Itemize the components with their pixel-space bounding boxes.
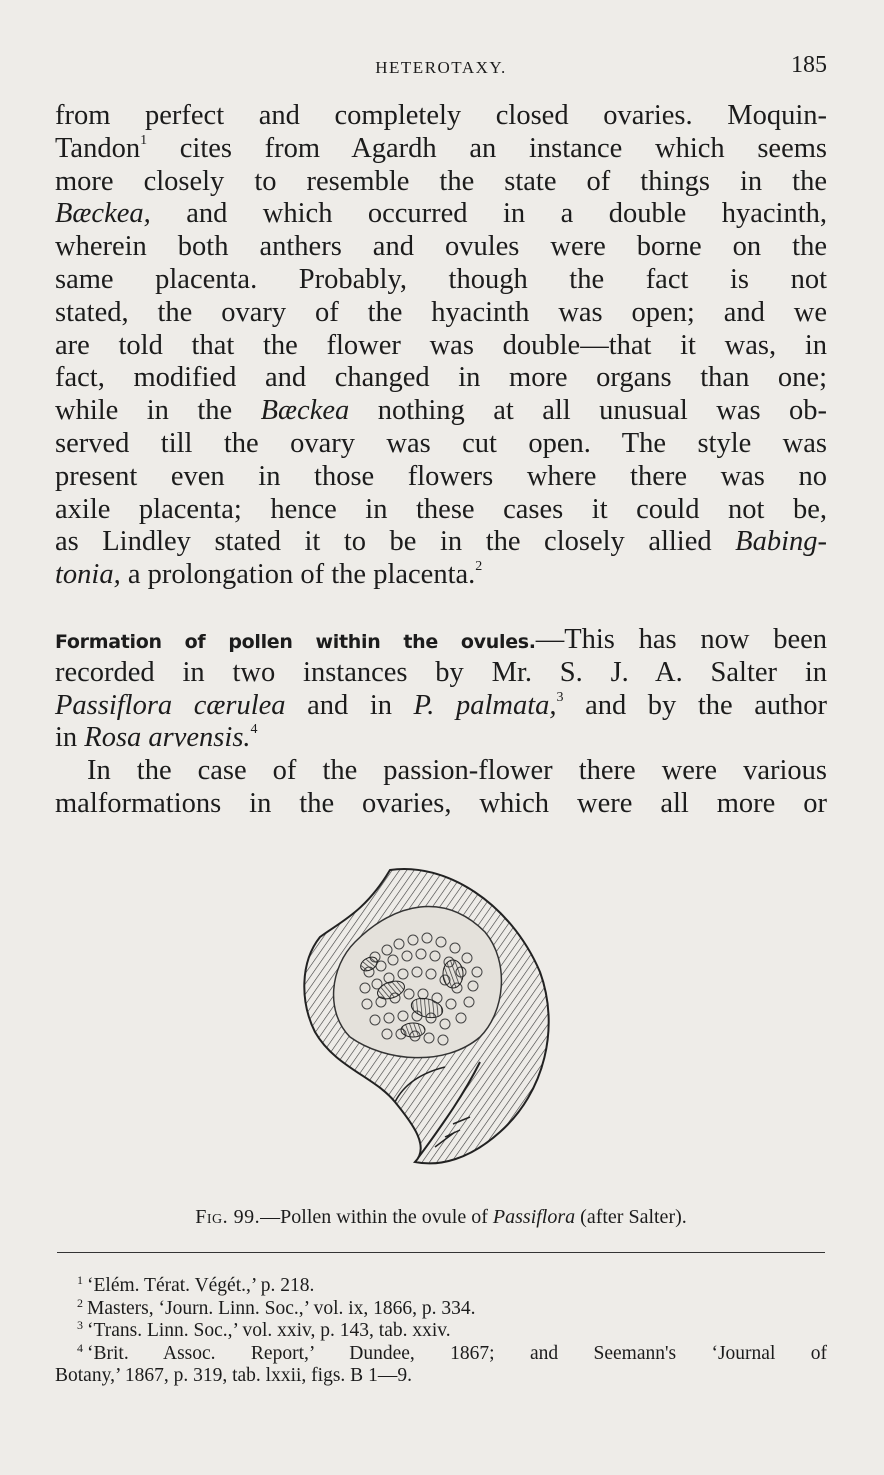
body-text xyxy=(55,100,827,821)
text-line: as Lindley stated it to be in the closely allied Babing- xyxy=(55,526,827,558)
running-head xyxy=(55,52,827,82)
text-line: present even in those flowers where there was no xyxy=(55,460,827,492)
taxon-name: Bæckea xyxy=(260,395,350,427)
footnote-ref[interactable]: 4 xyxy=(250,722,258,738)
taxon-name: Passiflora xyxy=(492,1206,576,1228)
text-line: tonia, a prolongation of the placenta.$^2$ xyxy=(55,559,483,591)
text-line: stated, the ovary of the hyacinth was open; and we xyxy=(55,296,827,328)
text-line: are told that the flower was double—that it was, in xyxy=(55,329,827,361)
text-line: axile placenta; hence in these cases it could not be, xyxy=(55,493,827,525)
text-line: fact, modified and changed in more organs than one; xyxy=(55,362,827,394)
text-line: malformations in the ovaries, which were all more or xyxy=(55,787,827,819)
text-line: while in the Bæckea nothing at all unusual was ob- xyxy=(55,395,827,427)
ovule-illustration xyxy=(295,862,565,1172)
text-line: served till the ovary was cut open. The style was xyxy=(55,427,827,459)
text-line: more closely to resemble the state of things in the xyxy=(55,165,827,197)
footnote: $^2$ Masters, ‘Journ. Linn. Soc.,’ vol. ix, 1866, p. 334. xyxy=(77,1295,476,1319)
footnote-continuation: Botany,’ 1867, p. 319, tab. lxxii, figs. B 1—9. xyxy=(55,1365,412,1386)
text-line: in Rosa arvensis.$^4$ xyxy=(55,722,258,754)
footnote-ref[interactable]: 3 xyxy=(556,689,564,705)
footnote-rule xyxy=(57,1252,825,1253)
taxon-name: P. palmata, xyxy=(413,689,557,721)
footnote-ref[interactable]: 1 xyxy=(140,132,148,148)
figure-label: Fig. 99. xyxy=(195,1206,261,1228)
footnote: $^3$ ‘Trans. Linn. Soc.,’ vol. xxiv, p. 143, tab. xxiv. xyxy=(77,1318,451,1341)
taxon-name: Bæckea, xyxy=(55,198,151,230)
text-line: Formation of pollen within the ovules.—This has now been xyxy=(55,623,827,655)
text-line: Bæckea, and which occurred in a double hyacinth, xyxy=(55,198,827,230)
footnote: $^4$ ‘Brit. Assoc. Report,’ Dundee, 1867; and Seemann's ‘Journal of xyxy=(77,1340,827,1364)
text-line: Tandon$^1$ cites from Agardh an instance which seems xyxy=(55,132,827,164)
page-number: 185 xyxy=(791,52,827,78)
text-line: same placenta. Probably, though the fact is not xyxy=(55,263,827,295)
text-line: Passiflora cærulea and in P. palmata,$^3$ and by the author xyxy=(55,689,828,721)
figure-caption: Fig. 99.—Pollen within the ovule of Passiflora (after Salter). xyxy=(195,1206,687,1228)
taxon-name: Passiflora cærulea xyxy=(55,689,286,721)
footnote-ref[interactable]: 2 xyxy=(475,559,483,575)
text-line: recorded in two instances by Mr. S. J. A. Salter in xyxy=(55,656,827,688)
footnote: $^1$ ‘Elém. Térat. Végét.,’ p. 218. xyxy=(77,1273,315,1296)
taxon-name: Babing- xyxy=(735,526,827,558)
ovule-engraving xyxy=(295,862,565,1172)
text-line: wherein both anthers and ovules were borne on the xyxy=(55,231,827,263)
taxon-name: tonia, xyxy=(55,559,121,591)
text-line: In the case of the passion-flower there were various xyxy=(87,755,827,787)
running-title: HETEROTAXY. xyxy=(375,58,507,77)
text-line: from perfect and completely closed ovaries. Moquin- xyxy=(55,100,827,131)
footnotes xyxy=(55,1275,827,1388)
section-heading: Formation of pollen within the ovules. xyxy=(55,630,536,653)
taxon-name: Rosa arvensis. xyxy=(84,722,251,754)
